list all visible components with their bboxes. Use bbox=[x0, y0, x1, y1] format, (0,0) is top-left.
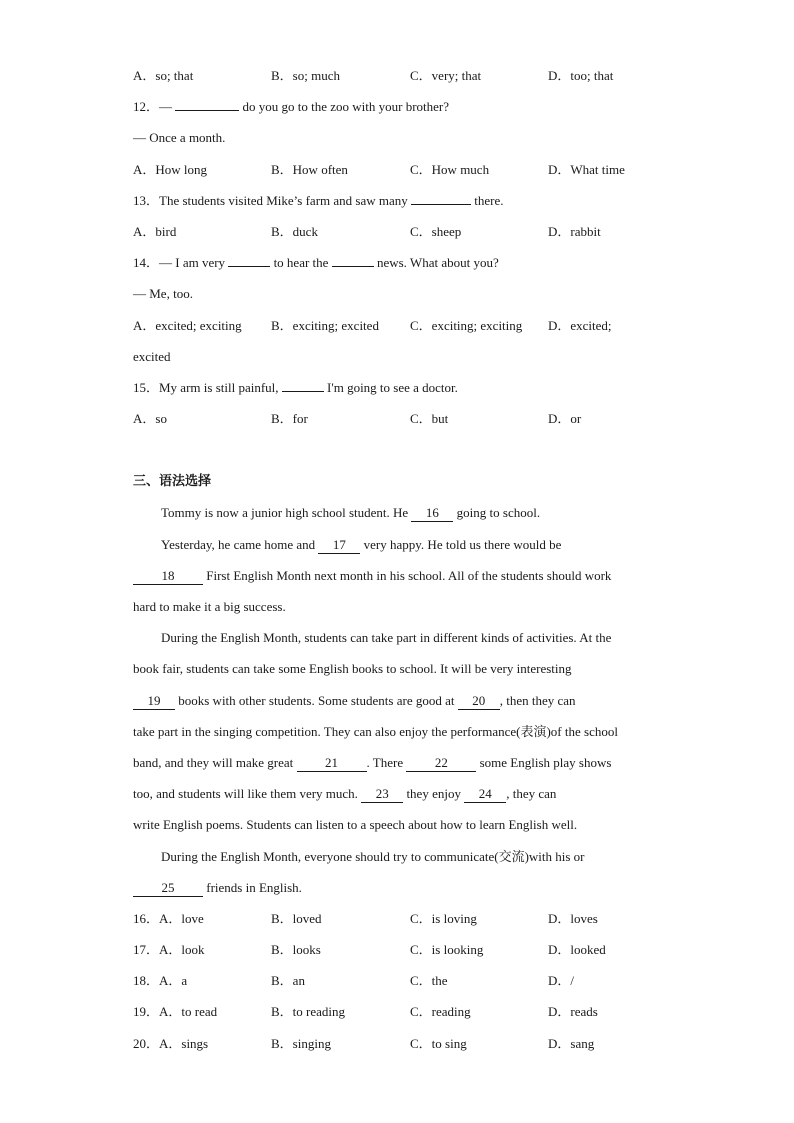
q14-text: 14．— I am very bbox=[133, 255, 226, 271]
passage-line: hard to make it a big success. bbox=[133, 599, 286, 614]
option-c[interactable]: C．How much bbox=[410, 161, 490, 177]
q13-options bbox=[133, 218, 663, 249]
passage-line bbox=[133, 749, 663, 780]
passage-text: friends in English. bbox=[206, 879, 302, 895]
blank-16: 16 bbox=[411, 505, 453, 522]
option-c[interactable]: C．is loving bbox=[410, 910, 477, 926]
blank-25: 25 bbox=[133, 880, 203, 897]
passage-line: write English poems. Students can listen to a speech about how to learn English well. bbox=[133, 817, 578, 833]
blank-24: 24 bbox=[464, 786, 506, 803]
q12-options bbox=[133, 156, 663, 187]
passage-text: very happy. He told us there would be bbox=[363, 536, 562, 552]
passage-text: , they can bbox=[506, 786, 557, 802]
option-c[interactable]: C．very; that bbox=[410, 68, 482, 83]
passage-text: First English Month next month in his school. All of the students should work bbox=[206, 567, 612, 583]
option-c[interactable]: C．reading bbox=[410, 1004, 471, 1020]
q12-number: 12．— bbox=[133, 99, 173, 115]
option-a[interactable]: 17．A．look bbox=[133, 942, 205, 958]
q12-text: do you go to the zoo with your brother? bbox=[242, 99, 450, 115]
q13-stem bbox=[133, 187, 663, 218]
option-d[interactable]: D．looked bbox=[548, 942, 606, 958]
q15-text: 15．My arm is still painful, bbox=[133, 379, 279, 395]
passage-text: books with other students. Some students are good at bbox=[178, 692, 455, 708]
option-c[interactable]: C．to sing bbox=[410, 1035, 467, 1051]
passage-text: they enjoy bbox=[406, 786, 461, 802]
option-c[interactable]: C．sheep bbox=[410, 223, 462, 239]
option-d[interactable]: D．rabbit bbox=[548, 223, 601, 239]
passage-line: During the English Month, students can take part in different kinds of activities. At the bbox=[161, 630, 612, 646]
option-b[interactable]: B．looks bbox=[271, 942, 321, 958]
passage-text: some English play shows bbox=[479, 754, 612, 770]
q12-stem bbox=[133, 93, 663, 124]
option-b[interactable]: B．exciting; excited bbox=[271, 317, 379, 333]
passage-text: Tommy is now a junior high school student. He bbox=[161, 505, 409, 521]
option-a[interactable]: A．excited; exciting bbox=[133, 317, 242, 333]
section-title: 三、语法选择 bbox=[133, 474, 212, 490]
passage-text: , then they can bbox=[499, 692, 576, 708]
option-a[interactable]: 19．A．to read bbox=[133, 1004, 218, 1020]
option-a[interactable]: 20．A．sings bbox=[133, 1035, 209, 1051]
q14-text-end: news. What about you? bbox=[376, 255, 499, 271]
passage-line: take part in the singing competition. They can also enjoy the performance(表演)of the school bbox=[133, 723, 618, 739]
passage-line: During the English Month, everyone should try to communicate(交流)with his or bbox=[161, 848, 585, 864]
passage-line bbox=[133, 780, 663, 811]
option-b[interactable]: B．How often bbox=[271, 161, 348, 177]
q15-stem bbox=[133, 374, 663, 405]
passage-text: band, and they will make great bbox=[133, 754, 294, 770]
blank-18: 18 bbox=[133, 568, 203, 585]
passage-line bbox=[133, 874, 663, 905]
blank-23: 23 bbox=[361, 786, 403, 803]
passage-text: too, and students will like them very much. bbox=[133, 786, 358, 802]
option-b[interactable]: B．singing bbox=[271, 1035, 331, 1051]
q13-text: 13．The students visited Mike’s farm and saw many bbox=[133, 192, 408, 208]
blank-19: 19 bbox=[133, 693, 175, 710]
option-b[interactable]: B．to reading bbox=[271, 1004, 346, 1020]
choice-row bbox=[133, 998, 663, 1029]
answer-blank bbox=[332, 266, 374, 267]
blank-22: 22 bbox=[406, 755, 476, 772]
document-page bbox=[133, 62, 663, 1061]
option-d[interactable]: D．excited; bbox=[548, 317, 612, 333]
q13-text-end: there. bbox=[474, 192, 504, 208]
option-c[interactable]: C．the bbox=[410, 973, 448, 989]
option-d[interactable]: D．What time bbox=[548, 161, 625, 177]
passage-line bbox=[133, 499, 663, 530]
option-d[interactable]: D．or bbox=[548, 411, 582, 427]
blank-21: 21 bbox=[297, 755, 367, 772]
q15-text-end: I'm going to see a doctor. bbox=[327, 379, 458, 395]
passage-text: going to school. bbox=[456, 505, 541, 521]
option-d[interactable]: D．/ bbox=[548, 973, 575, 989]
option-a[interactable]: A．bird bbox=[133, 223, 177, 239]
passage-text: Yesterday, he came home and bbox=[161, 536, 316, 552]
passage-text: . There bbox=[366, 754, 404, 770]
q14-reply: — Me, too. bbox=[133, 286, 193, 302]
option-c[interactable]: C．but bbox=[410, 411, 449, 427]
q11-options bbox=[133, 62, 663, 93]
option-b[interactable]: B．for bbox=[271, 411, 308, 427]
option-a[interactable]: A．so bbox=[133, 411, 167, 427]
option-b[interactable]: B．loved bbox=[271, 910, 322, 926]
option-a[interactable]: A．so; that bbox=[133, 68, 194, 83]
choice-row bbox=[133, 936, 663, 967]
q14-stem bbox=[133, 249, 663, 280]
passage-line: book fair, students can take some English books to school. It will be very interesting bbox=[133, 661, 572, 677]
option-c[interactable]: C．is looking bbox=[410, 942, 484, 958]
q12-reply: — Once a month. bbox=[133, 130, 226, 146]
blank-17: 17 bbox=[318, 537, 360, 554]
choice-row bbox=[133, 905, 663, 936]
option-a[interactable]: 18．A．a bbox=[133, 973, 188, 989]
answer-blank bbox=[411, 204, 471, 205]
option-a[interactable]: A．How long bbox=[133, 161, 208, 177]
q14-option-wrap: excited bbox=[133, 348, 171, 364]
option-a[interactable]: 16．A．love bbox=[133, 910, 204, 926]
choice-row bbox=[133, 1030, 663, 1061]
passage-line bbox=[133, 531, 663, 562]
option-d[interactable]: D．reads bbox=[548, 1004, 598, 1020]
q15-options bbox=[133, 405, 663, 436]
option-d[interactable]: D．sang bbox=[548, 1035, 595, 1051]
passage-line bbox=[133, 687, 663, 718]
option-b[interactable]: B．duck bbox=[271, 223, 318, 239]
option-b[interactable]: B．an bbox=[271, 973, 305, 989]
option-d[interactable]: D．too; that bbox=[548, 68, 614, 83]
section-spacer bbox=[133, 436, 663, 468]
choice-row bbox=[133, 967, 663, 998]
blank-20: 20 bbox=[458, 693, 500, 710]
answer-blank bbox=[175, 110, 239, 111]
option-b[interactable]: B．so; much bbox=[271, 68, 340, 83]
option-d[interactable]: D．loves bbox=[548, 910, 598, 926]
answer-blank bbox=[228, 266, 270, 267]
option-c[interactable]: C．exciting; exciting bbox=[410, 317, 523, 333]
q14-text-mid: to hear the bbox=[273, 255, 329, 271]
q14-options bbox=[133, 312, 663, 343]
answer-blank bbox=[282, 391, 324, 392]
passage-line bbox=[133, 562, 663, 593]
